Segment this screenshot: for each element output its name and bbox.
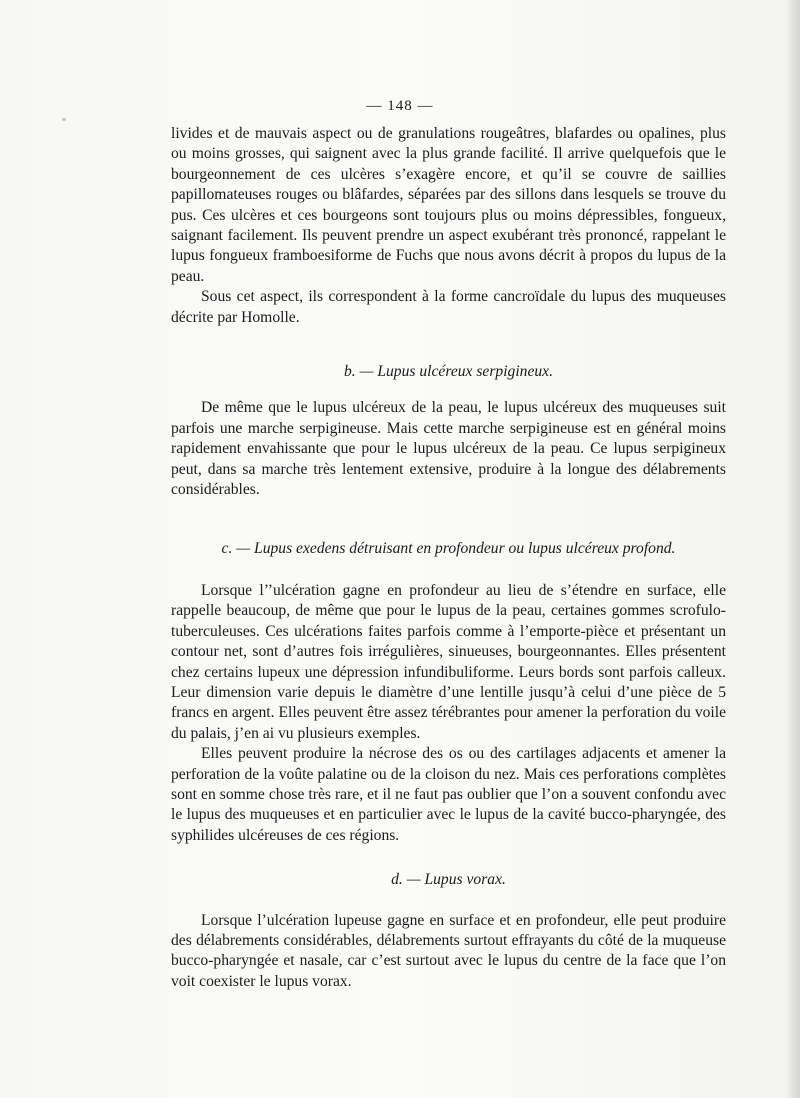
paragraph-continued: livides et de mauvais aspect ou de granulations rougeâtres, blafardes ou opalines, plus ou moins grosses, qui saignent avec la plus grande facilité. Il arrive quelquefois que le bourgeonnement de ces ulcères s’exagère encore, et qu’il se couvre de saillies papillomateuses rouges ou blâfardes, séparées par des sillons dans lesquels se trouve du pus. Ces ulcères et ces bourgeons sont toujours plus ou moins dépressibles, fongueux, saignant facilement. Ils peuvent prendre un aspect exubérant très prononcé, rappelant le lupus fongueux framboesiforme de Fuchs que nous avons décrit à propos du lupus de la peau. [171, 125, 726, 285]
scan-speck [62, 118, 66, 121]
paragraph-section-c-2: Elles peuvent produire la nécrose des os ou des cartilages adjacents et amener la perforation de la voûte palatine ou de la cloison du nez. Mais ces perforations complètes sont en somme chose très rare, et il ne faut pas oublier que l’on a souvent confondu avec le lupus des muqueuses et en particulier avec le lupus de la cavité bucco-pharyngée, des syphilides ulcéreuses de ces régions. [171, 745, 726, 844]
body-text [171, 124, 726, 992]
paragraph-section-c-1: Lorsque l’’ulcération gagne en profondeur au lieu de s’étendre en surface, elle rappelle beaucoup, de même que pour le lupus de la peau, certaines gommes scrofulo-tuberculeuses. Ces ulcérations faites parfois comme à l’emporte-pièce et présentant un contour net, sont d’autres fois irrégulières, sinueuses, bourgeonnantes. Elles présentent chez certains lupeux une dépression infundibuliforme. Leurs bords sont parfois calleux. Leur dimension varie depuis le diamètre d’une lentille jusqu’à celui d’une pièce de 5 francs en argent. Elles peuvent être assez térébrantes pour amener la perforation du voile du palais, j’en ai vu plusieurs exemples. [171, 581, 726, 742]
heading-section-c: c. — Lupus exedens détruisant en profondeur ou lupus ulcéreux profond. [221, 539, 676, 557]
paragraph-homolle: Sous cet aspect, ils correspondent à la forme cancroïdale du lupus des muqueuses décrite par Homolle. [171, 288, 726, 326]
paragraph-section-b: De même que le lupus ulcéreux de la peau, le lupus ulcéreux des muqueuses suit parfois une marche serpigineuse. Mais cette marche serpigineuse est en général moins rapidement envahissante que pour le lupus ulcéreux de la peau. Ce lupus serpigineux peut, dans sa marche très lentement extensive, produire à la longue des délabrements considérables. [171, 399, 726, 499]
paragraph-section-d: Lorsque l’ulcération lupeuse gagne en surface et en profondeur, elle peut produire des délabrements considérables, délabrements surtout effrayants du côté de la muqueuse bucco-pharyngée et nasale, car c’est surtout avec le lupus du centre de la face que l’on voit coexister le lupus vorax. [171, 911, 726, 990]
page-number: — 148 — [366, 98, 434, 114]
page-edge-shadow [786, 0, 800, 1098]
heading-section-d: d. — Lupus vorax. [391, 871, 506, 889]
heading-section-b: b. — Lupus ulcéreux serpigineux. [343, 363, 554, 381]
